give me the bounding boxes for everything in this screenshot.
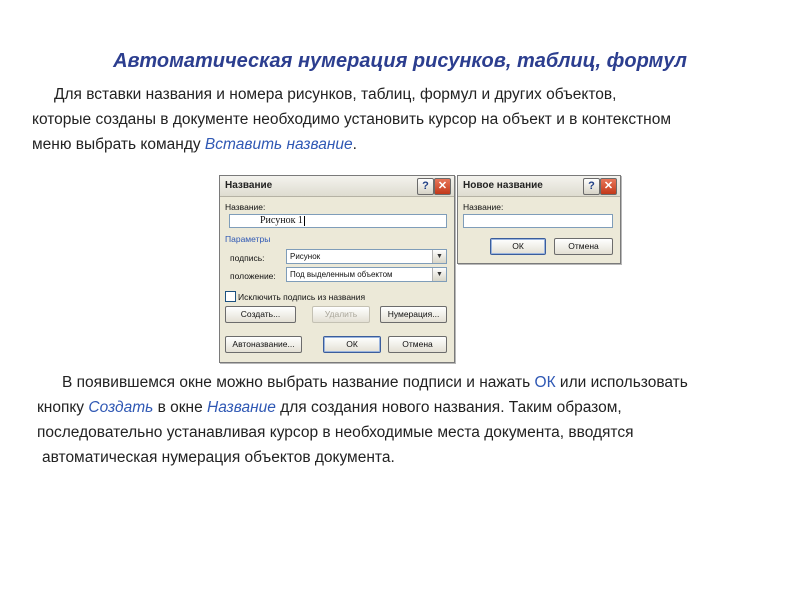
new-caption-ok-button[interactable]: ОК (490, 238, 546, 255)
ok-keyword: ОК (534, 374, 556, 391)
intro-line-2: которые созданы в документе необходимо установить курсор на объект и в контекстном (32, 111, 672, 128)
create-keyword: Создать (88, 399, 154, 416)
new-caption-name-input[interactable] (463, 214, 613, 228)
create-button[interactable]: Создать... (225, 306, 296, 323)
explanation-line-1-end: или использовать (555, 374, 688, 391)
text-caret (304, 216, 305, 226)
intro-line-3 (32, 132, 772, 157)
position-label: положение: (230, 271, 276, 281)
caption-dialog-title: Название (225, 180, 273, 191)
new-caption-name-label: Название: (463, 202, 504, 212)
slide-title: Автоматическая нумерация рисунков, таблиц, формул (113, 50, 687, 72)
ok-button[interactable]: ОК (323, 336, 381, 353)
position-select[interactable] (286, 267, 447, 282)
intro-line-3-end: . (352, 136, 357, 153)
help-icon[interactable]: ? (417, 178, 434, 195)
caption-label-label: подпись: (230, 253, 265, 263)
explanation-line-4: автоматическая нумерация объектов документа. (42, 449, 395, 466)
delete-button: Удалить (312, 306, 370, 323)
cancel-button[interactable]: Отмена (388, 336, 447, 353)
intro-line-3-text: меню выбрать команду (32, 136, 205, 153)
explanation-line-2 (37, 395, 782, 420)
caption-label-select[interactable] (286, 249, 447, 264)
caption-label-value: Рисунок (290, 252, 321, 261)
new-caption-cancel-button[interactable]: Отмена (554, 238, 613, 255)
new-caption-dialog-titlebar[interactable] (458, 176, 620, 197)
close-icon[interactable]: ✕ (600, 178, 617, 195)
autocaption-button[interactable]: Автоназвание... (225, 336, 302, 353)
intro-line-1: Для вставки названия и номера рисунков, таблиц, формул и других объектов, (54, 86, 617, 103)
chevron-down-icon[interactable]: ▼ (432, 268, 446, 281)
explanation-line-1 (37, 370, 782, 395)
caption-dialog-titlebar[interactable] (220, 176, 454, 197)
explanation-line-2-end: для создания нового названия. Таким образом, (275, 399, 622, 416)
numbering-button[interactable]: Нумерация... (380, 306, 447, 323)
exclude-label-checkbox[interactable] (225, 291, 236, 302)
explanation-line-3: последовательно устанавливая курсор в необходимые места документа, вводятся (37, 424, 634, 441)
caption-name-label: Название: (225, 202, 266, 212)
help-icon[interactable]: ? (583, 178, 600, 195)
chevron-down-icon[interactable]: ▼ (432, 250, 446, 263)
intro-paragraph (32, 82, 772, 157)
explanation-line-2-mid: в окне (153, 399, 208, 416)
explanation-line-2-text: кнопку (37, 399, 89, 416)
new-caption-dialog (457, 175, 621, 264)
caption-name-input[interactable] (229, 214, 447, 228)
caption-keyword: Название (207, 399, 276, 416)
caption-name-value: Рисунок 1 (260, 215, 303, 226)
params-section-label: Параметры (225, 234, 271, 244)
close-icon[interactable]: ✕ (434, 178, 451, 195)
explanation-line-1-text: В появившемся окне можно выбрать название подписи и нажать (62, 374, 535, 391)
caption-dialog (219, 175, 455, 363)
position-value: Под выделенным объектом (290, 270, 393, 279)
insert-caption-command: Вставить название (204, 136, 353, 153)
new-caption-dialog-title: Новое название (463, 180, 543, 191)
explanation-paragraph (37, 370, 782, 470)
exclude-label-text[interactable]: Исключить подпись из названия (238, 292, 366, 302)
